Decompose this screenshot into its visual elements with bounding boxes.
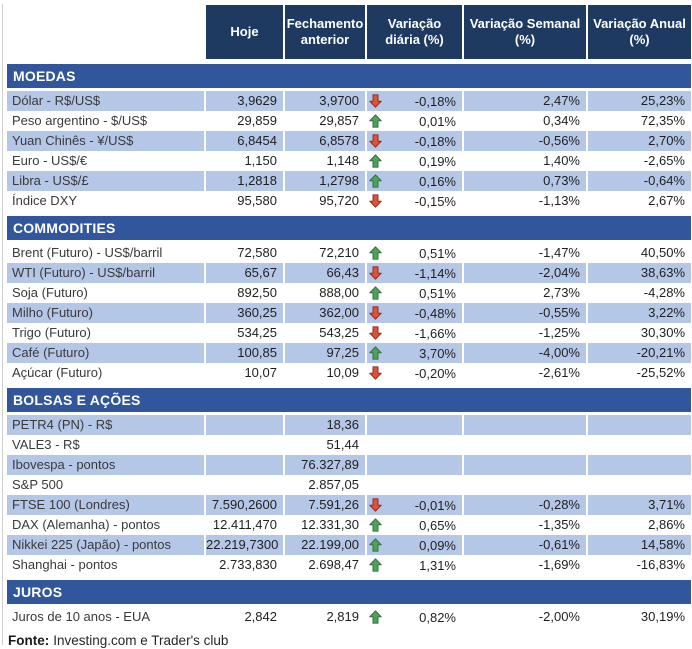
cell-hoje: 1,2818: [204, 171, 283, 191]
column-header-hoje: Hoje: [204, 5, 283, 59]
table-row: [7, 343, 691, 363]
source-label: Fonte:: [8, 633, 50, 648]
daily-change-value: -1,14%: [414, 265, 456, 281]
cell-fechamento: 18,36: [283, 415, 365, 435]
cell-var-anual: 38,63%: [586, 263, 691, 283]
cell-var-anual: -4,28%: [586, 283, 691, 303]
cell-var-semanal: -1,69%: [462, 555, 586, 575]
down-arrow-icon: [369, 366, 383, 381]
table-body: [7, 64, 691, 627]
cell-fechamento: 95,720: [283, 191, 365, 211]
cell-var-anual: 2,67%: [586, 191, 691, 211]
table-row: [7, 191, 691, 211]
no-trend-icon: [369, 458, 383, 473]
table-row: [7, 243, 691, 263]
cell-var-anual: 3,71%: [586, 495, 691, 515]
cell-hoje: 534,25: [204, 323, 283, 343]
cell-hoje: 2.733,830: [204, 555, 283, 575]
cell-var-diaria: [365, 91, 462, 111]
cell-fechamento: 2.857,05: [283, 475, 365, 495]
cell-var-anual: -2,65%: [586, 151, 691, 171]
cell-var-semanal: -0,61%: [462, 535, 586, 555]
table-row: [7, 535, 691, 555]
table-row: [7, 415, 691, 435]
cell-fechamento: 76.327,89: [283, 455, 365, 475]
table-header: [7, 5, 691, 59]
table-content: [7, 5, 691, 648]
cell-var-semanal: -0,56%: [462, 131, 586, 151]
cell-var-diaria: [365, 363, 462, 383]
cell-label: WTI (Futuro) - US$/barril: [7, 263, 204, 283]
cell-var-semanal: 0,34%: [462, 111, 586, 131]
left-gridline: [2, 4, 3, 645]
cell-var-diaria: [365, 283, 462, 303]
cell-hoje: [204, 455, 283, 475]
daily-change-value: 0,16%: [419, 173, 456, 189]
cell-label: Shanghai - pontos: [12, 557, 118, 572]
down-arrow-icon: [369, 306, 383, 321]
cell-fechamento: 2,819: [283, 607, 365, 627]
table-row: [7, 435, 691, 455]
table-row: [7, 303, 691, 323]
cell-var-semanal: 1,40%: [462, 151, 586, 171]
cell-label: PETR4 (PN) - R$: [7, 415, 204, 435]
cell-label: Milho (Futuro): [7, 303, 204, 323]
no-trend-icon: [369, 438, 383, 453]
table-row: [7, 495, 691, 515]
cell-fechamento: 1,2798: [283, 171, 365, 191]
cell-hoje: 72,580: [204, 243, 283, 263]
cell-label: Soja (Futuro): [12, 285, 88, 300]
table-row: [7, 283, 691, 303]
cell-var-semanal: -0,28%: [462, 495, 586, 515]
cell-var-anual: [586, 475, 691, 495]
cell-hoje: 6,8454: [204, 131, 283, 151]
down-arrow-icon: [369, 94, 383, 109]
cell-var-diaria: [365, 455, 462, 475]
column-header-variacao-anual: Variação Anual (%): [586, 5, 691, 59]
up-arrow-icon: [369, 558, 383, 573]
up-arrow-icon: [369, 346, 383, 361]
cell-var-diaria: [365, 435, 462, 455]
cell-var-diaria: [365, 515, 462, 535]
cell-label: S&P 500: [12, 477, 64, 492]
daily-change-value: 0,65%: [419, 517, 456, 533]
column-header-fechamento: Fechamento anterior: [283, 5, 365, 59]
up-arrow-icon: [369, 538, 383, 553]
no-trend-icon: [369, 478, 383, 493]
cell-var-semanal: [462, 435, 586, 455]
cell-hoje: 7.590,2600: [204, 495, 283, 515]
cell-var-anual: [586, 455, 691, 475]
cell-var-anual: -25,52%: [586, 363, 691, 383]
cell-var-anual: [586, 435, 691, 455]
cell-var-diaria: [365, 607, 462, 627]
daily-change-value: -0,18%: [414, 133, 456, 149]
table-row: [7, 171, 691, 191]
cell-var-anual: -0,64%: [586, 171, 691, 191]
table-row: [7, 111, 691, 131]
cell-hoje: [204, 415, 283, 435]
table-row: [7, 323, 691, 343]
down-arrow-icon: [369, 498, 383, 513]
cell-var-diaria: [365, 263, 462, 283]
up-arrow-icon: [369, 518, 383, 533]
up-arrow-icon: [369, 114, 383, 129]
cell-hoje: 22.219,7300: [204, 535, 283, 555]
cell-label: Euro - US$/€: [12, 153, 88, 168]
daily-change-value: -1,66%: [414, 325, 456, 341]
cell-var-anual: -20,21%: [586, 343, 691, 363]
cell-var-diaria: [365, 475, 462, 495]
cell-var-diaria: [365, 191, 462, 211]
column-header-variacao-semanal: Variação Semanal (%): [462, 5, 586, 59]
cell-hoje: 100,85: [204, 343, 283, 363]
cell-label: Juros de 10 anos - EUA: [12, 609, 151, 624]
section-header-commodities: COMMODITIES: [7, 216, 691, 240]
cell-var-semanal: [462, 475, 586, 495]
daily-change-value: 0,82%: [419, 609, 456, 625]
cell-var-diaria: [365, 555, 462, 575]
cell-fechamento: 2.698,47: [283, 555, 365, 575]
up-arrow-icon: [369, 174, 383, 189]
cell-hoje: 892,50: [204, 283, 283, 303]
table-row: [7, 475, 691, 495]
cell-label: Açúcar (Futuro): [12, 365, 103, 380]
table-row: [7, 263, 691, 283]
cell-var-anual: -16,83%: [586, 555, 691, 575]
down-arrow-icon: [369, 194, 383, 209]
cell-var-diaria: [365, 323, 462, 343]
daily-change-value: -0,15%: [414, 193, 456, 209]
source-note: [7, 633, 691, 648]
table-row: [7, 363, 691, 383]
cell-hoje: 29,859: [204, 111, 283, 131]
cell-var-anual: 40,50%: [586, 243, 691, 263]
table-row: [7, 91, 691, 111]
cell-hoje: 2,842: [204, 607, 283, 627]
section-header-bolsas-e-acoes: BOLSAS E AÇÕES: [7, 388, 691, 412]
cell-fechamento: 12.331,30: [283, 515, 365, 535]
no-trend-icon: [369, 418, 383, 433]
cell-var-semanal: 2,47%: [462, 91, 586, 111]
header-corner-blank: [7, 5, 204, 59]
cell-var-diaria: [365, 111, 462, 131]
daily-change-value: 0,51%: [419, 285, 456, 301]
cell-hoje: [204, 475, 283, 495]
cell-var-semanal: -1,35%: [462, 515, 586, 535]
cell-var-anual: 2,70%: [586, 131, 691, 151]
daily-change-value: 3,70%: [419, 345, 456, 361]
daily-change-value: -0,48%: [414, 305, 456, 321]
cell-fechamento: 3,9700: [283, 91, 365, 111]
table-row: [7, 455, 691, 475]
cell-hoje: 12.411,470: [204, 515, 283, 535]
cell-label: Nikkei 225 (Japão) - pontos: [7, 535, 204, 555]
cell-fechamento: 1,148: [283, 151, 365, 171]
cell-hoje: 1,150: [204, 151, 283, 171]
cell-var-diaria: [365, 171, 462, 191]
cell-fechamento: 7.591,26: [283, 495, 365, 515]
cell-hoje: 360,25: [204, 303, 283, 323]
cell-var-diaria: [365, 131, 462, 151]
cell-label: Ibovespa - pontos: [7, 455, 204, 475]
cell-var-diaria: [365, 303, 462, 323]
up-arrow-icon: [369, 610, 383, 625]
table-row: [7, 151, 691, 171]
cell-fechamento: 22.199,00: [283, 535, 365, 555]
cell-fechamento: 888,00: [283, 283, 365, 303]
cell-fechamento: 10,09: [283, 363, 365, 383]
cell-label: Café (Futuro): [7, 343, 204, 363]
cell-var-anual: [586, 415, 691, 435]
cell-fechamento: 29,857: [283, 111, 365, 131]
daily-change-value: 0,19%: [419, 153, 456, 169]
cell-var-anual: 3,22%: [586, 303, 691, 323]
source-text: Investing.com e Trader's club: [53, 633, 229, 648]
daily-change-value: -0,18%: [414, 93, 456, 109]
cell-label: DAX (Alemanha) - pontos: [12, 517, 161, 532]
cell-var-anual: 72,35%: [586, 111, 691, 131]
cell-fechamento: 6,8578: [283, 131, 365, 151]
cell-hoje: 10,07: [204, 363, 283, 383]
cell-label: Dólar - R$/US$: [7, 91, 204, 111]
cell-var-semanal: -1,47%: [462, 243, 586, 263]
cell-fechamento: 543,25: [283, 323, 365, 343]
cell-label: Brent (Futuro) - US$/barril: [12, 245, 163, 260]
cell-var-anual: 25,23%: [586, 91, 691, 111]
cell-var-semanal: -0,55%: [462, 303, 586, 323]
cell-fechamento: 97,25: [283, 343, 365, 363]
down-arrow-icon: [369, 326, 383, 341]
cell-fechamento: 72,210: [283, 243, 365, 263]
cell-label: Libra - US$/£: [7, 171, 204, 191]
cell-hoje: 3,9629: [204, 91, 283, 111]
up-arrow-icon: [369, 154, 383, 169]
cell-fechamento: 66,43: [283, 263, 365, 283]
cell-label: FTSE 100 (Londres): [7, 495, 204, 515]
section-header-juros: JUROS: [7, 580, 691, 604]
section-header-moedas: MOEDAS: [7, 64, 691, 88]
cell-var-diaria: [365, 415, 462, 435]
cell-label: VALE3 - R$: [12, 437, 80, 452]
cell-var-diaria: [365, 343, 462, 363]
down-arrow-icon: [369, 134, 383, 149]
cell-var-semanal: -1,25%: [462, 323, 586, 343]
cell-label: Yuan Chinês - ¥/US$: [7, 131, 204, 151]
cell-label: Índice DXY: [12, 193, 78, 208]
cell-hoje: [204, 435, 283, 455]
down-arrow-icon: [369, 266, 383, 281]
cell-var-diaria: [365, 243, 462, 263]
cell-var-anual: 30,19%: [586, 607, 691, 627]
cell-fechamento: 362,00: [283, 303, 365, 323]
daily-change-value: 0,09%: [419, 537, 456, 553]
column-header-variacao-diaria: Variação diária (%): [365, 5, 462, 59]
up-arrow-icon: [369, 246, 383, 261]
cell-var-anual: 30,30%: [586, 323, 691, 343]
cell-hoje: 95,580: [204, 191, 283, 211]
cell-var-semanal: 2,73%: [462, 283, 586, 303]
cell-label: Trigo (Futuro): [12, 325, 91, 340]
cell-hoje: 65,67: [204, 263, 283, 283]
table-row: [7, 131, 691, 151]
cell-var-anual: 14,58%: [586, 535, 691, 555]
daily-change-value: 0,01%: [419, 113, 456, 129]
cell-var-semanal: -2,04%: [462, 263, 586, 283]
daily-change-value: 0,51%: [419, 245, 456, 261]
cell-var-semanal: 0,73%: [462, 171, 586, 191]
cell-label: Peso argentino - $/US$: [12, 113, 148, 128]
cell-var-diaria: [365, 535, 462, 555]
up-arrow-icon: [369, 286, 383, 301]
cell-var-anual: 2,86%: [586, 515, 691, 535]
cell-var-semanal: -4,00%: [462, 343, 586, 363]
table-row: [7, 555, 691, 575]
cell-var-semanal: -1,13%: [462, 191, 586, 211]
daily-change-value: -0,01%: [414, 497, 456, 513]
cell-var-semanal: [462, 455, 586, 475]
daily-change-value: -0,20%: [414, 365, 456, 381]
cell-var-semanal: -2,61%: [462, 363, 586, 383]
cell-var-diaria: [365, 495, 462, 515]
cell-var-diaria: [365, 151, 462, 171]
cell-var-semanal: -2,00%: [462, 607, 586, 627]
cell-fechamento: 51,44: [283, 435, 365, 455]
table-row: [7, 607, 691, 627]
table-row: [7, 515, 691, 535]
daily-change-value: 1,31%: [419, 557, 456, 573]
cell-var-semanal: [462, 415, 586, 435]
